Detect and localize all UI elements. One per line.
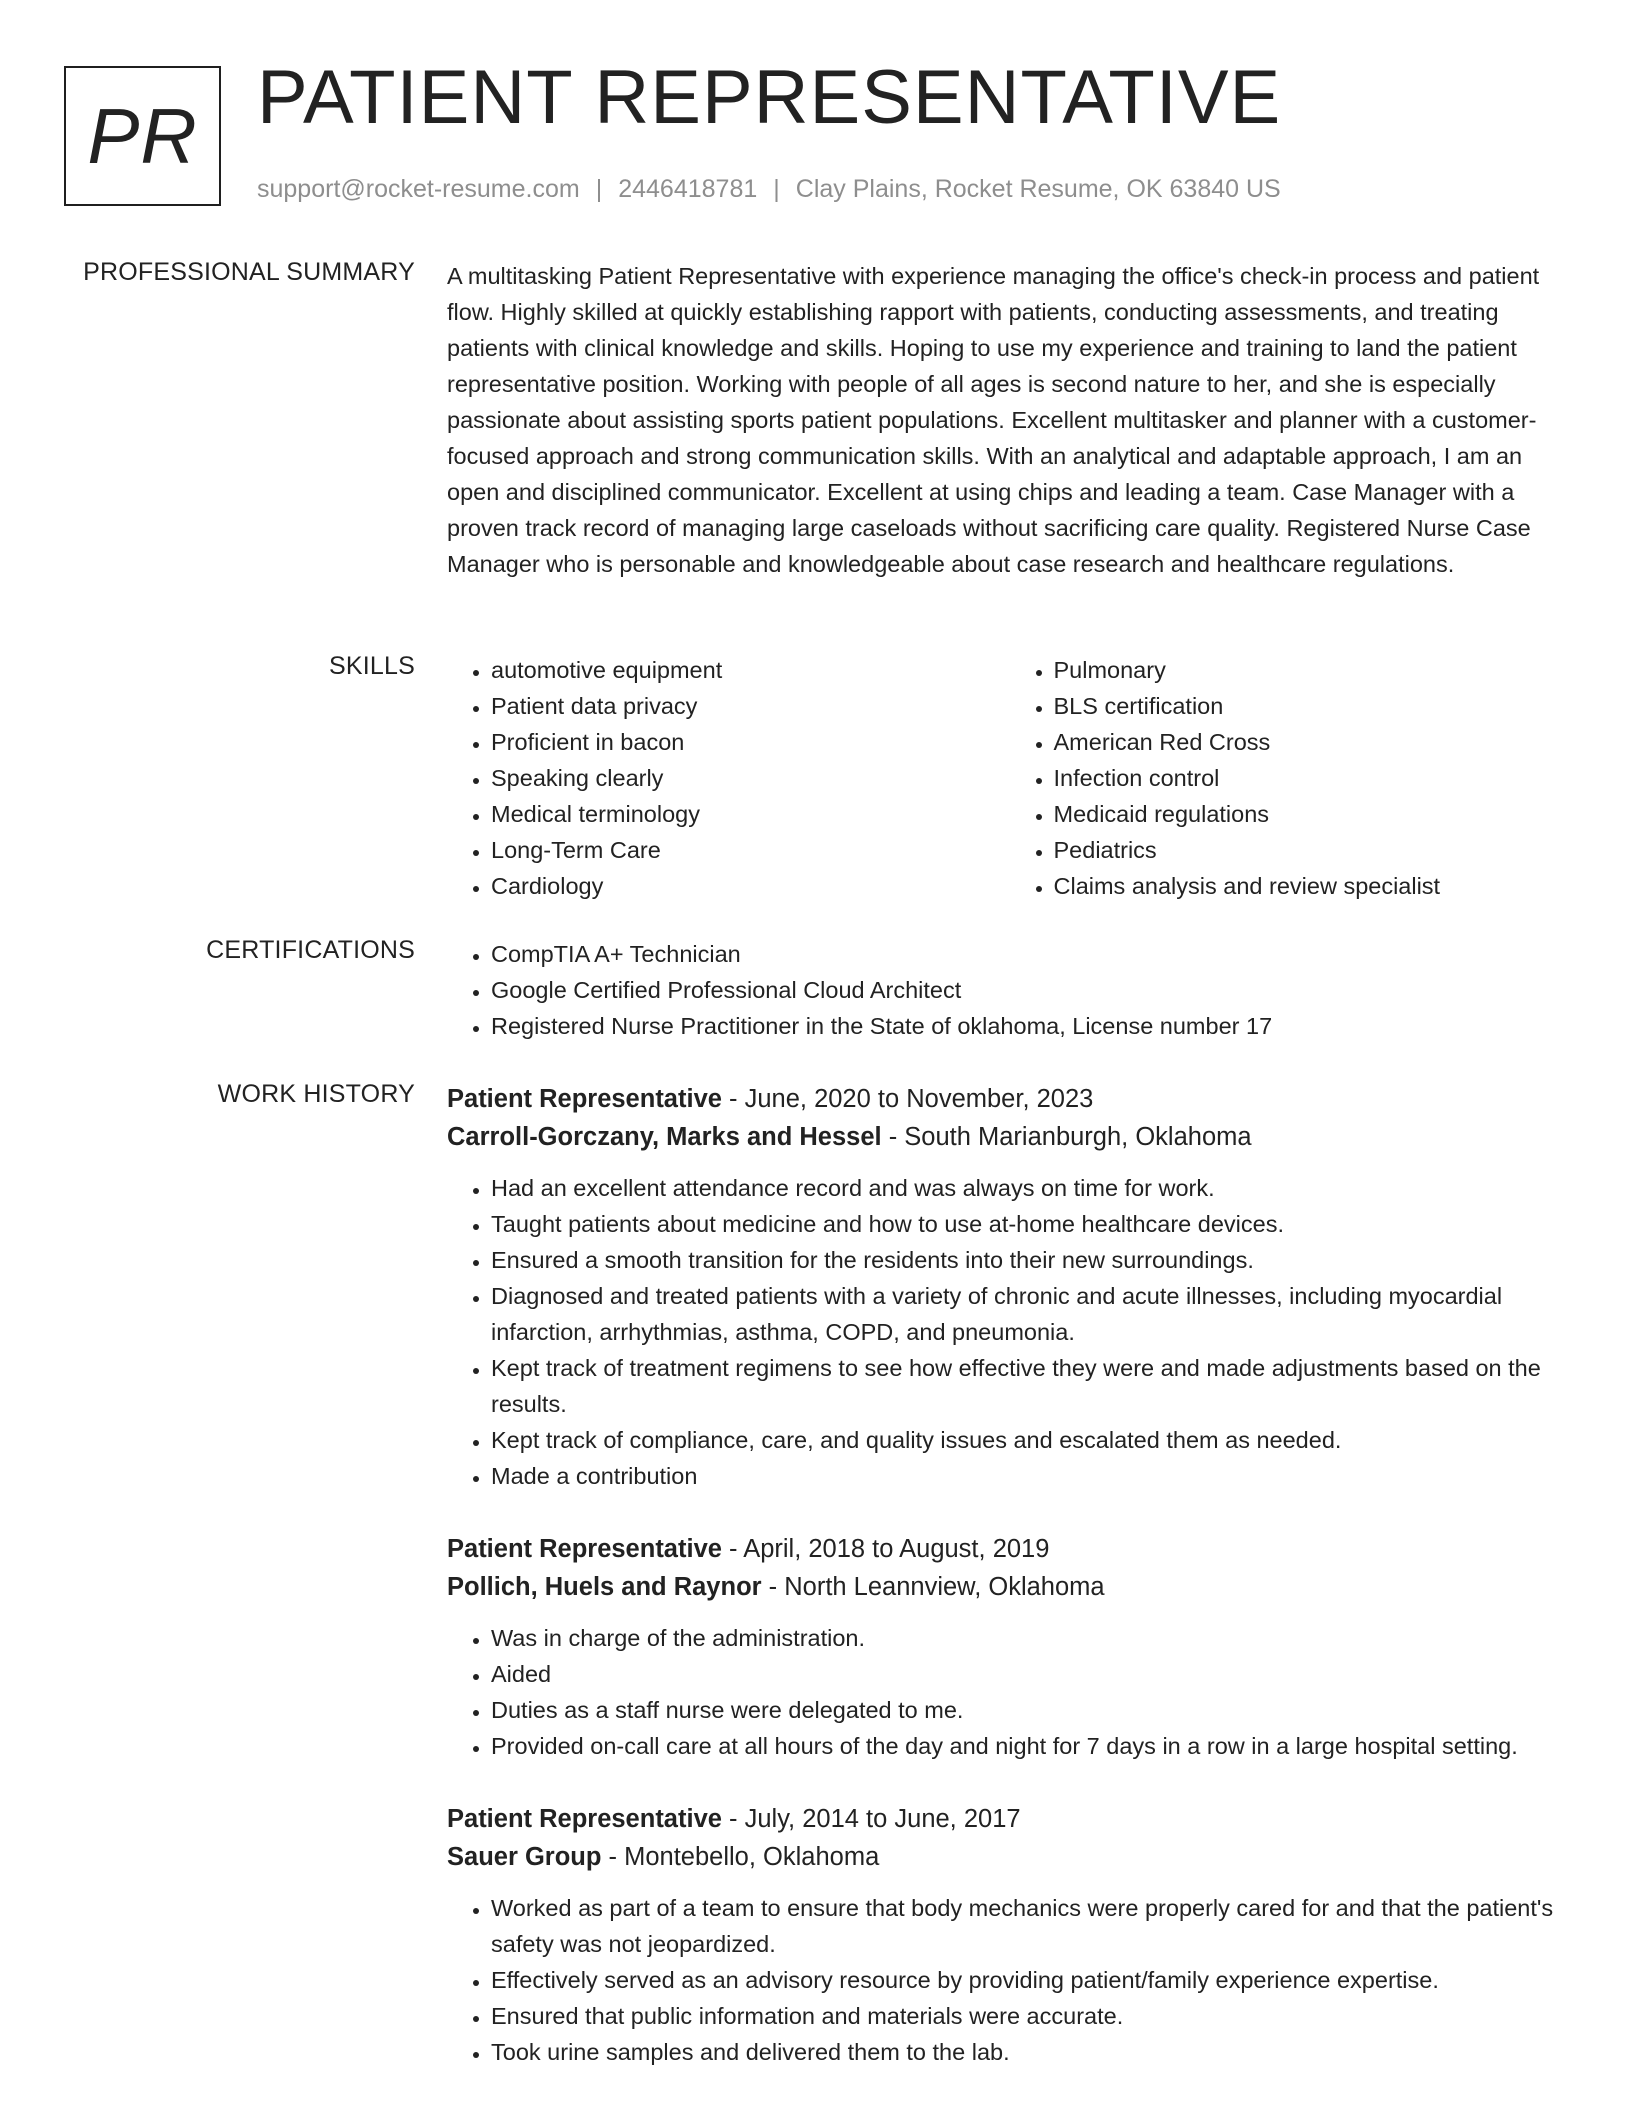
job-company: Carroll-Gorczany, Marks and Hessel [447, 1123, 882, 1151]
list-item: • Diagnosed and treated patients with a variety of chronic and acute illnesses, including myocardial infarction, arrhythmias, asthma, COPD, and pneumonia. [491, 1278, 1572, 1350]
work-body [447, 1080, 1572, 2070]
list-item: • Registered Nurse Practitioner in the State of oklahoma, License number 17 [491, 1008, 1572, 1044]
skills-body [447, 652, 1572, 904]
list-item: • Kept track of treatment regimens to see how effective they were and made adjustments based on the results. [491, 1350, 1572, 1422]
list-item: • automotive equipment [491, 652, 1010, 688]
job-dates: - June, 2020 to November, 2023 [721, 1085, 1094, 1113]
list-item: • Kept track of compliance, care, and quality issues and escalated them as needed. [491, 1422, 1572, 1458]
list-item: • Claims analysis and review specialist [1054, 868, 1573, 904]
job-role: Patient Representative [447, 1805, 722, 1833]
list-item: • Effectively served as an advisory resource by providing patient/family experience expertise. [491, 1962, 1572, 1998]
certifications-body [447, 936, 1572, 1044]
contact-separator: | [773, 175, 780, 203]
list-item: • Had an excellent attendance record and was always on time for work. [491, 1170, 1572, 1206]
job-company-line [447, 1838, 1572, 1876]
job-role: Patient Representative [447, 1085, 722, 1113]
job-entry [447, 1080, 1572, 1494]
list-item: • Took urine samples and delivered them to the lab. [491, 2034, 1572, 2070]
skills-list-right [1010, 652, 1573, 904]
skills-heading: SKILLS [329, 652, 415, 680]
job-title-line [447, 1800, 1572, 1838]
job-bullets [447, 1170, 1572, 1494]
monogram-box [64, 66, 221, 206]
job-title-line [447, 1080, 1572, 1118]
job-entry [447, 1530, 1572, 1764]
list-item: • Aided [491, 1656, 1572, 1692]
job-location: - Montebello, Oklahoma [601, 1843, 880, 1871]
contact-separator: | [595, 175, 603, 203]
contact-line [257, 175, 1281, 204]
list-item: • Made a contribution [491, 1458, 1572, 1494]
list-item: • Worked as part of a team to ensure that body mechanics were properly cared for and that the patient's safety was not jeopardized. [491, 1890, 1572, 1962]
candidate-name: PATIENT REPRESENTATIVE [257, 55, 1282, 140]
list-item: • Proficient in bacon [491, 724, 1010, 760]
certifications-heading: CERTIFICATIONS [206, 936, 415, 964]
list-item: • American Red Cross [1054, 724, 1573, 760]
list-item: • Duties as a staff nurse were delegated to me. [491, 1692, 1572, 1728]
job-company: Sauer Group [447, 1843, 602, 1871]
list-item: • BLS certification [1054, 688, 1573, 724]
summary-heading: PROFESSIONAL SUMMARY [83, 258, 415, 286]
list-item: • Speaking clearly [491, 760, 1010, 796]
job-location: - South Marianburgh, Oklahoma [881, 1123, 1252, 1151]
job-company-line [447, 1118, 1572, 1156]
list-item: • CompTIA A+ Technician [491, 936, 1572, 972]
list-item: • Taught patients about medicine and how to use at-home healthcare devices. [491, 1206, 1572, 1242]
monogram-initials: PR [87, 91, 198, 180]
skills-list-left [447, 652, 1010, 904]
job-dates: - April, 2018 to August, 2019 [721, 1535, 1050, 1563]
list-item: • Ensured a smooth transition for the residents into their new surroundings. [491, 1242, 1572, 1278]
contact-phone[interactable]: 2446418781 [618, 175, 758, 203]
summary-text: A multitasking Patient Representative with experience managing the office's check-in process and patient flow. Highly skilled at quickly establishing rapport with patients, conducting assessments, and treating patients with clinical knowledge and skills. Hoping to use my experience and training to land the patient representative position. Working with people of all ages is second nature to her, and she is especially passionate about assisting sports patient populations. Excellent multitasker and planner with a customer-focused approach and strong communication skills. With an analytical and adaptable approach, I am an open and disciplined communicator. Excellent at using chips and leading a team. Case Manager with a proven track record of managing large caseloads without sacrificing care quality. Registered Nurse Case Manager who is personable and knowledgeable about case research and healthcare regulations. [447, 263, 1540, 577]
list-item: • Pulmonary [1054, 652, 1573, 688]
job-dates: - July, 2014 to June, 2017 [721, 1805, 1021, 1833]
list-item: • Provided on-call care at all hours of the day and night for 7 days in a row in a large hospital setting. [491, 1728, 1572, 1764]
job-company: Pollich, Huels and Raynor [447, 1573, 762, 1601]
job-company-line [447, 1568, 1572, 1606]
job-bullets [447, 1890, 1572, 2070]
contact-address: Clay Plains, Rocket Resume, OK 63840 US [795, 175, 1281, 203]
certifications-list [447, 936, 1572, 1044]
job-role: Patient Representative [447, 1535, 722, 1563]
list-item: • Was in charge of the administration. [491, 1620, 1572, 1656]
work-heading: WORK HISTORY [217, 1080, 415, 1108]
list-item: • Google Certified Professional Cloud Architect [491, 972, 1572, 1008]
job-title-line [447, 1530, 1572, 1568]
list-item: • Medical terminology [491, 796, 1010, 832]
job-location: - North Leannview, Oklahoma [761, 1573, 1105, 1601]
list-item: • Pediatrics [1054, 832, 1573, 868]
contact-email[interactable]: support@rocket-resume.com [257, 175, 580, 203]
list-item: • Long-Term Care [491, 832, 1010, 868]
job-entry [447, 1800, 1572, 2070]
list-item: • Medicaid regulations [1054, 796, 1573, 832]
list-item: • Patient data privacy [491, 688, 1010, 724]
list-item: • Ensured that public information and materials were accurate. [491, 1998, 1572, 2034]
list-item: • Cardiology [491, 868, 1010, 904]
job-bullets [447, 1620, 1572, 1764]
list-item: • Infection control [1054, 760, 1573, 796]
